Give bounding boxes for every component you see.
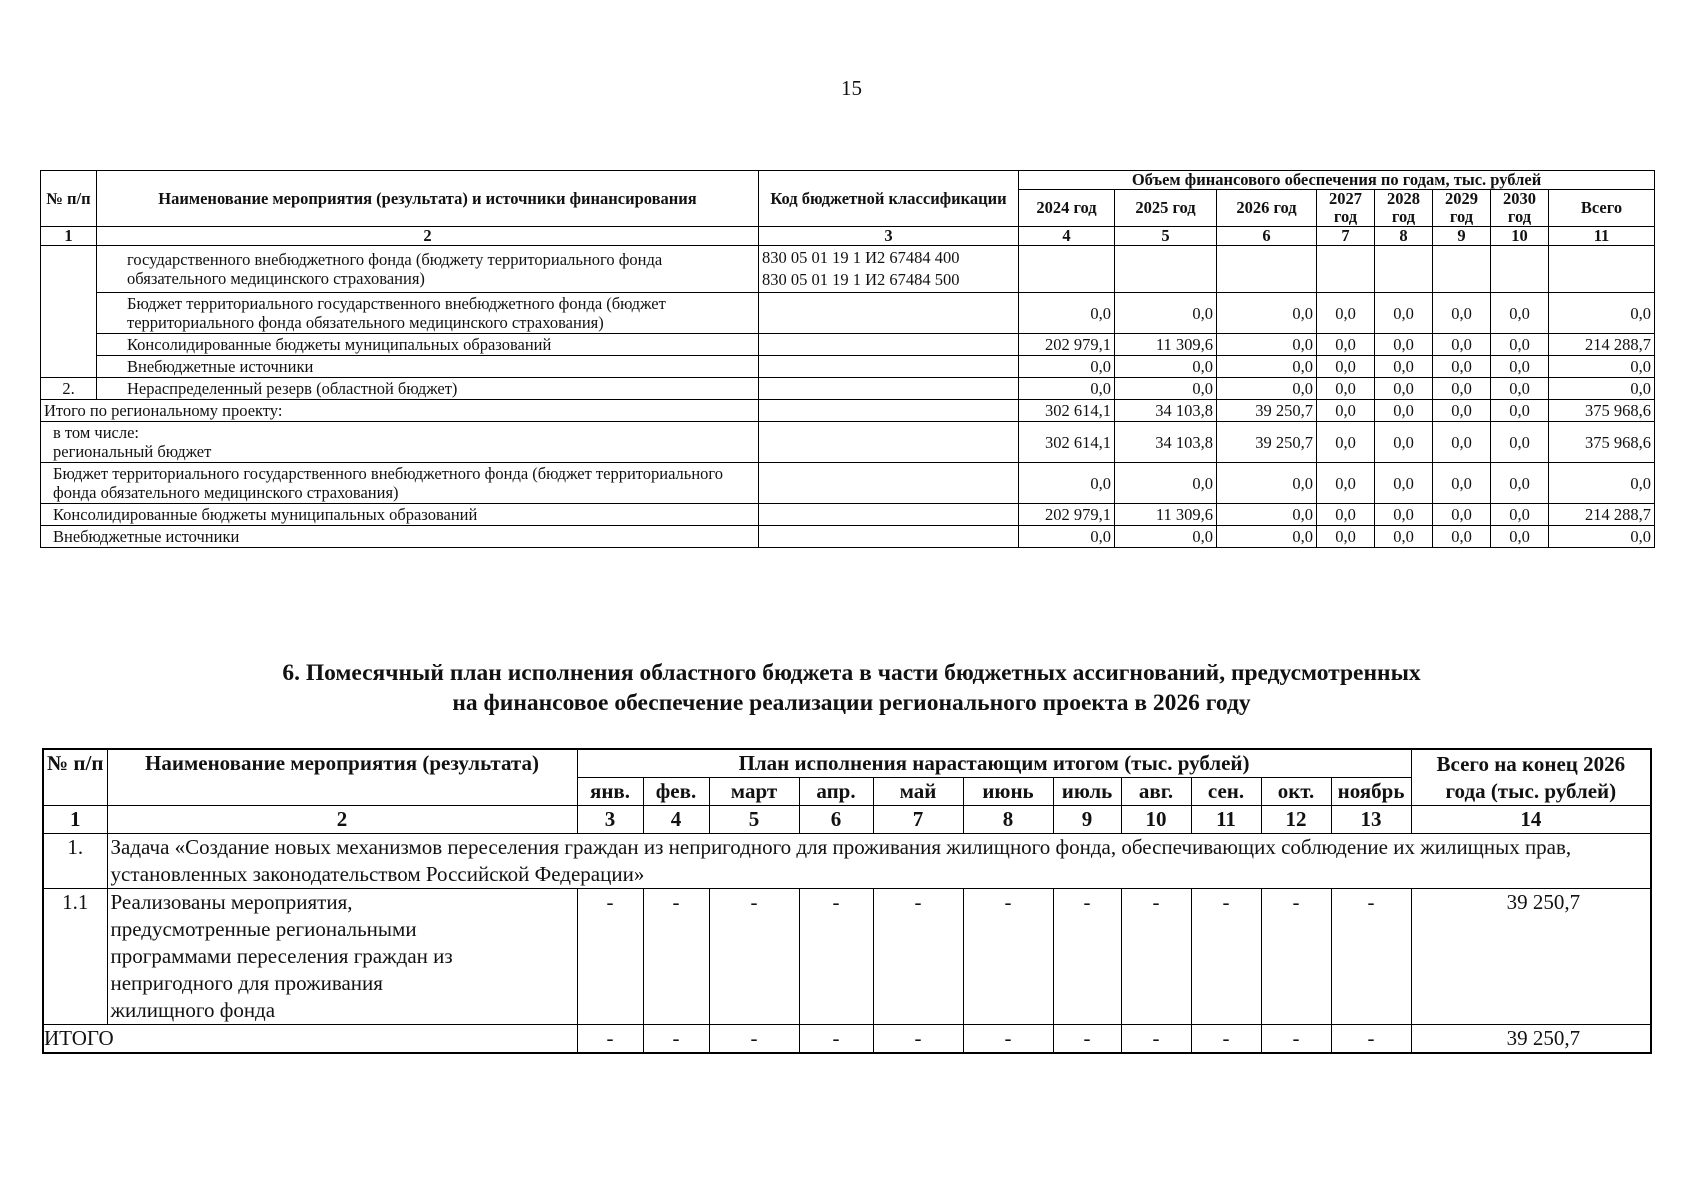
row-value: 0,0: [1317, 293, 1375, 334]
column-number: 8: [1375, 227, 1433, 246]
row-value: 0,0: [1317, 378, 1375, 400]
total-name: Консолидированные бюджеты муниципальных образований: [41, 504, 759, 526]
column-number: 7: [1317, 227, 1375, 246]
total-value: 375 968,6: [1549, 400, 1655, 422]
item-value: -: [1053, 889, 1121, 1025]
header-year: 2025 год: [1115, 190, 1217, 227]
row-value: 0,0: [1317, 356, 1375, 378]
row-value: [1433, 246, 1491, 293]
header-year: 2030 год: [1491, 190, 1549, 227]
row-value: 0,0: [1019, 378, 1115, 400]
total-value: 0,0: [1019, 463, 1115, 504]
total-value: 0,0: [1433, 422, 1491, 463]
column-number: 3: [759, 227, 1019, 246]
column-number: 2: [107, 806, 577, 834]
total-value: 375 968,6: [1549, 422, 1655, 463]
header-month: март: [709, 778, 799, 806]
header-month: фев.: [643, 778, 709, 806]
row-value: 0,0: [1317, 334, 1375, 356]
header-name: Наименование мероприятия (результата): [107, 749, 577, 806]
section-6-title: [0, 658, 1703, 718]
header-month: ноябрь: [1331, 778, 1411, 806]
itogo-value: -: [799, 1025, 873, 1054]
total-row: [41, 400, 1655, 422]
total-value: 0,0: [1433, 463, 1491, 504]
task-text: Задача «Создание новых механизмов переселения граждан из непригодного для проживания жилищного фонда, обеспечивающих соблюдение их жилищных прав, установленных законодательством Российской Федерации»: [107, 834, 1651, 889]
header-month: май: [873, 778, 963, 806]
total-row: [41, 422, 1655, 463]
column-number: 3: [577, 806, 643, 834]
header-year: 2029 год: [1433, 190, 1491, 227]
total-code: [759, 463, 1019, 504]
total-row: [41, 504, 1655, 526]
total-value: 0,0: [1115, 463, 1217, 504]
row-name: Консолидированные бюджеты муниципальных образований: [97, 334, 759, 356]
header-month: июль: [1053, 778, 1121, 806]
header-total: Всего на конец 2026 года (тыс. рублей): [1411, 749, 1651, 806]
header-year: 2027 год: [1317, 190, 1375, 227]
row-value: 0,0: [1375, 334, 1433, 356]
itogo-value: -: [643, 1025, 709, 1054]
total-code: [759, 526, 1019, 548]
row-value: 0,0: [1433, 378, 1491, 400]
total-name: Итого по региональному проекту:: [41, 400, 759, 422]
total-value: 0,0: [1491, 526, 1549, 548]
task-row: [43, 834, 1651, 889]
total-value: 0,0: [1317, 422, 1375, 463]
header-month: окт.: [1261, 778, 1331, 806]
column-number: 7: [873, 806, 963, 834]
total-value: 0,0: [1375, 504, 1433, 526]
row-value: 0,0: [1491, 356, 1549, 378]
task-num: 1.: [43, 834, 107, 889]
row-code: 830 05 01 19 1 И2 67484 400 830 05 01 19 1 И2 67484 500: [759, 246, 1019, 293]
row-num: [41, 246, 97, 378]
total-code: [759, 400, 1019, 422]
section-title-line2: на финансовое обеспечение реализации регионального проекта в 2026 году: [452, 690, 1251, 716]
row-value: 0,0: [1375, 356, 1433, 378]
row-value: 0,0: [1549, 356, 1655, 378]
row-value: 0,0: [1433, 356, 1491, 378]
row-code: [759, 334, 1019, 356]
row-code: [759, 293, 1019, 334]
row-value: [1317, 246, 1375, 293]
header-year: 2028 год: [1375, 190, 1433, 227]
row-value: 0,0: [1217, 356, 1317, 378]
total-value: 0,0: [1375, 526, 1433, 548]
itogo-value: -: [709, 1025, 799, 1054]
row-name: Нераспределенный резерв (областной бюджет): [97, 378, 759, 400]
column-number: 11: [1549, 227, 1655, 246]
column-number: 1: [43, 806, 107, 834]
row-value: 0,0: [1433, 293, 1491, 334]
column-number: 9: [1053, 806, 1121, 834]
row-value: [1217, 246, 1317, 293]
itogo-row: [43, 1025, 1651, 1054]
column-number: 1: [41, 227, 97, 246]
total-value: 34 103,8: [1115, 422, 1217, 463]
row-value: 0,0: [1549, 378, 1655, 400]
item-value: -: [873, 889, 963, 1025]
table-row: [41, 378, 1655, 400]
row-value: 202 979,1: [1019, 334, 1115, 356]
itogo-value: -: [1191, 1025, 1261, 1054]
column-number: 4: [643, 806, 709, 834]
total-value: 0,0: [1317, 463, 1375, 504]
row-value: [1375, 246, 1433, 293]
row-value: 0,0: [1433, 334, 1491, 356]
column-number: 12: [1261, 806, 1331, 834]
item-value: -: [1331, 889, 1411, 1025]
row-value: 0,0: [1115, 378, 1217, 400]
total-value: 39 250,7: [1217, 422, 1317, 463]
header-num: № п/п: [41, 171, 97, 227]
total-value: 0,0: [1433, 526, 1491, 548]
itogo-total: 39 250,7: [1411, 1025, 1651, 1054]
total-value: 0,0: [1217, 463, 1317, 504]
total-row: [41, 526, 1655, 548]
header-year: 2024 год: [1019, 190, 1115, 227]
total-value: 39 250,7: [1217, 400, 1317, 422]
page-number: 15: [841, 76, 862, 100]
itogo-value: -: [1331, 1025, 1411, 1054]
header-year: 2026 год: [1217, 190, 1317, 227]
row-value: 0,0: [1549, 293, 1655, 334]
column-number: 11: [1191, 806, 1261, 834]
total-value: 214 288,7: [1549, 504, 1655, 526]
row-value: 0,0: [1115, 293, 1217, 334]
itogo-value: -: [1261, 1025, 1331, 1054]
column-number: 4: [1019, 227, 1115, 246]
column-number: 14: [1411, 806, 1651, 834]
itogo-value: -: [963, 1025, 1053, 1054]
total-value: 0,0: [1549, 526, 1655, 548]
header-month: сен.: [1191, 778, 1261, 806]
row-value: [1491, 246, 1549, 293]
row-value: [1115, 246, 1217, 293]
total-row: [41, 463, 1655, 504]
total-name: Внебюджетные источники: [41, 526, 759, 548]
header-month: июнь: [963, 778, 1053, 806]
column-number: 5: [709, 806, 799, 834]
column-number: 6: [799, 806, 873, 834]
funding-table: [40, 170, 1655, 548]
item-value: -: [577, 889, 643, 1025]
total-value: 0,0: [1317, 504, 1375, 526]
row-name: Внебюджетные источники: [97, 356, 759, 378]
item-num: 1.1: [43, 889, 107, 1025]
column-number: 6: [1217, 227, 1317, 246]
row-value: 0,0: [1217, 293, 1317, 334]
total-value: 0,0: [1375, 463, 1433, 504]
row-value: 0,0: [1217, 334, 1317, 356]
row-value: 0,0: [1491, 378, 1549, 400]
row-name: государственного внебюджетного фонда (бюджету территориального фонда обязательного медицинского страхования): [97, 246, 759, 293]
itogo-label: ИТОГО: [43, 1025, 577, 1054]
total-name: Бюджет территориального государственного внебюджетного фонда (бюджет территориального фонда обязательного медицинского страхования): [41, 463, 759, 504]
header-month: авг.: [1121, 778, 1191, 806]
section-title-line1: 6. Помесячный план исполнения областного бюджета в части бюджетных ассигнований, предусмотренных: [282, 660, 1421, 686]
total-value: 0,0: [1491, 400, 1549, 422]
total-value: 0,0: [1317, 526, 1375, 548]
monthly-plan-table: [42, 748, 1652, 1054]
row-value: 0,0: [1019, 293, 1115, 334]
total-value: 0,0: [1491, 422, 1549, 463]
item-value: -: [709, 889, 799, 1025]
row-code: [759, 356, 1019, 378]
row-value: 0,0: [1375, 378, 1433, 400]
table-row: [41, 293, 1655, 334]
row-value: 0,0: [1375, 293, 1433, 334]
header-code: Код бюджетной классификации: [759, 171, 1019, 227]
total-value: 0,0: [1549, 463, 1655, 504]
row-value: [1019, 246, 1115, 293]
total-value: 0,0: [1019, 526, 1115, 548]
total-value: 11 309,6: [1115, 504, 1217, 526]
header-year: Всего: [1549, 190, 1655, 227]
header-volume: Объем финансового обеспечения по годам, тыс. рублей: [1019, 171, 1655, 190]
column-number: 9: [1433, 227, 1491, 246]
itogo-value: -: [1053, 1025, 1121, 1054]
row-value: 0,0: [1115, 356, 1217, 378]
header-plan: План исполнения нарастающим итогом (тыс. рублей): [577, 749, 1411, 778]
item-name: Реализованы мероприятия, предусмотренные региональными программами переселения граждан из непригодного для проживания жилищного фонда: [107, 889, 577, 1025]
itogo-value: -: [1121, 1025, 1191, 1054]
item-value: -: [1261, 889, 1331, 1025]
itogo-value: -: [873, 1025, 963, 1054]
row-value: 0,0: [1019, 356, 1115, 378]
item-total: 39 250,7: [1411, 889, 1651, 1025]
item-value: -: [643, 889, 709, 1025]
table-row: [41, 334, 1655, 356]
item-value: -: [963, 889, 1053, 1025]
itogo-value: -: [577, 1025, 643, 1054]
column-number: 2: [97, 227, 759, 246]
total-value: 202 979,1: [1019, 504, 1115, 526]
item-row: [43, 889, 1651, 1025]
item-value: -: [1191, 889, 1261, 1025]
total-value: 0,0: [1433, 504, 1491, 526]
header-month: апр.: [799, 778, 873, 806]
item-value: -: [799, 889, 873, 1025]
total-name: в том числе: региональный бюджет: [41, 422, 759, 463]
total-value: 0,0: [1491, 463, 1549, 504]
row-value: 0,0: [1491, 334, 1549, 356]
total-value: 0,0: [1491, 504, 1549, 526]
total-value: 0,0: [1115, 526, 1217, 548]
total-value: 0,0: [1375, 400, 1433, 422]
header-month: янв.: [577, 778, 643, 806]
column-number: 10: [1491, 227, 1549, 246]
column-number: 10: [1121, 806, 1191, 834]
column-number: 8: [963, 806, 1053, 834]
total-value: 0,0: [1217, 504, 1317, 526]
column-number: 5: [1115, 227, 1217, 246]
total-code: [759, 504, 1019, 526]
header-num: № п/п: [43, 749, 107, 806]
total-value: 302 614,1: [1019, 400, 1115, 422]
total-value: 34 103,8: [1115, 400, 1217, 422]
column-number: 13: [1331, 806, 1411, 834]
item-value: -: [1121, 889, 1191, 1025]
total-value: 0,0: [1433, 400, 1491, 422]
total-code: [759, 422, 1019, 463]
total-value: 302 614,1: [1019, 422, 1115, 463]
table-row: [41, 356, 1655, 378]
row-num: 2.: [41, 378, 97, 400]
row-name: Бюджет территориального государственного внебюджетного фонда (бюджет территориального фонда обязательного медицинского страхования): [97, 293, 759, 334]
total-value: 0,0: [1217, 526, 1317, 548]
row-value: 0,0: [1491, 293, 1549, 334]
row-value: [1549, 246, 1655, 293]
total-value: 0,0: [1317, 400, 1375, 422]
total-value: 0,0: [1375, 422, 1433, 463]
row-value: 214 288,7: [1549, 334, 1655, 356]
row-value: 11 309,6: [1115, 334, 1217, 356]
row-value: 0,0: [1217, 378, 1317, 400]
table-row: [41, 246, 1655, 293]
row-code: [759, 378, 1019, 400]
header-name: Наименование мероприятия (результата) и источники финансирования: [97, 171, 759, 227]
